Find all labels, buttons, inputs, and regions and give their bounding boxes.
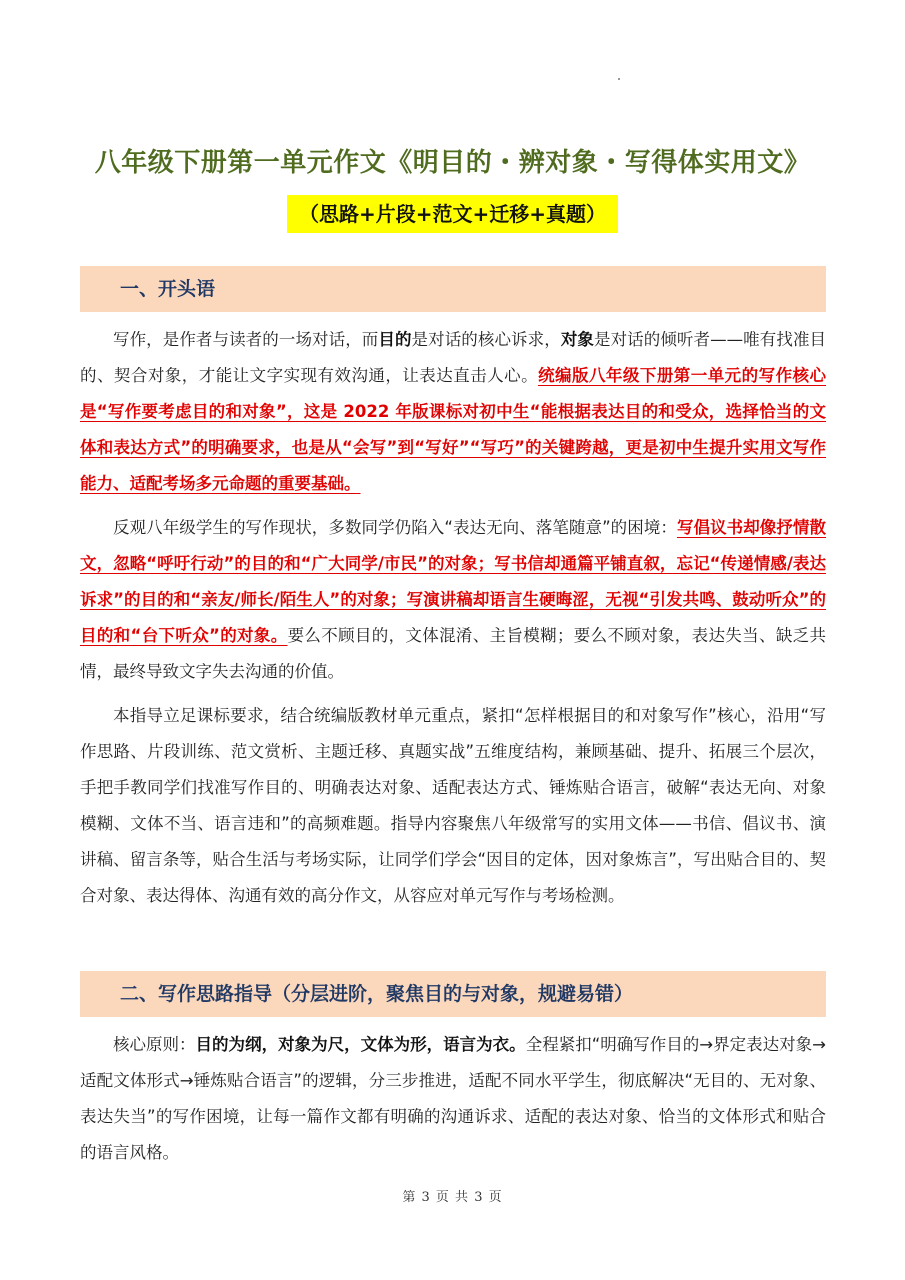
bold-term-audience: 对象: [560, 330, 594, 349]
text-run: 是对话的倾听者——唯有找准目的、契合对象，才能让文字实现有效沟通，让表达直击人心。: [80, 330, 827, 385]
document-subtitle: （思路+片段+范文+迁移+真题）: [287, 195, 618, 233]
paragraph-current-situation: [80, 510, 826, 690]
document-title: 八年级下册第一单元作文《明目的・辨对象・写得体实用文》: [94, 148, 811, 178]
highlighted-red-text: 写倡议书却像抒情散文，忽略“呼吁行动”的目的和“广大同学/市民”的对象；写书信却通篇平铺直叙，忘记“传递情感/表达诉求”的目的和“亲友/师长/陌生人”的对象；写演讲稿却语言生硬晦涩，无视“引发共鸣、鼓动听众”的目的和“台下听众”的对象。: [80, 518, 826, 645]
text-run: 是对话的核心诉求，: [411, 330, 561, 349]
text-run: 全程紧扣“明确写作目的→界定表达对象→适配文体形式→锤炼贴合语言”的逻辑，分三步推进，适配不同水平学生，彻底解决“无目的、无对象、表达失当”的写作困境，让每一篇作文都有明确的沟通诉求、适配的表达对象、恰当的文体形式和贴合的语言风格。: [80, 1035, 827, 1162]
paragraph-intro: [80, 322, 826, 502]
section-heading-opening: 一、开头语: [80, 266, 826, 312]
page-number-footer: 第 3 页 共 3 页: [402, 1190, 503, 1205]
bold-term-purpose: 目的: [378, 330, 412, 349]
scan-speck: [618, 78, 620, 80]
paragraph-core-principle: [80, 1027, 826, 1171]
paragraph-guide-overview: 本指导立足课标要求，结合统编版教材单元重点，紧扣“怎样根据目的和对象写作”核心，沿用“写作思路、片段训练、范文赏析、主题迁移、真题实战”五维度结构，兼顾基础、提升、拓展三个层次，手把手教同学们找准写作目的、明确表达对象、适配表达方式、锤炼贴合语言，破解“表达无向、对象模糊、文体不当、语言违和”的高频难题。指导内容聚焦八年级常写的实用文体——书信、倡议书、演讲稿、留言条等，贴合生活与考场实际，让同学们学会“因目的定体，因对象炼言”，写出贴合目的、契合对象、表达得体、沟通有效的高分作文，从容应对单元写作与考场检测。: [80, 706, 826, 905]
text-run: 核心原则：: [113, 1035, 196, 1054]
text-run: 写作，是作者与读者的一场对话，而: [113, 330, 379, 349]
section-heading-writing-ideas: 二、写作思路指导（分层进阶，聚焦目的与对象，规避易错）: [80, 971, 826, 1017]
text-run: 反观八年级学生的写作现状，多数同学仍陷入“表达无向、落笔随意”的困境：: [113, 518, 677, 537]
subtitle-container: [0, 195, 905, 233]
highlighted-red-text: 统编版八年级下册第一单元的写作核心是“写作要考虑目的和对象”，这是 2022 年版课标对初中生“能根据表达目的和受众，选择恰当的文体和表达方式”的明确要求，也是从“会写”到“写好”“写巧”的关键跨越，更是初中生提升实用文写作能力、适配考场多元命题的重要基础。: [80, 366, 827, 493]
text-run: 要么不顾目的，文体混淆、主旨模糊；要么不顾对象，表达失当、缺乏共情，最终导致文字失去沟通的价值。: [80, 626, 826, 681]
bold-core-principle: 目的为纲，对象为尺，文体为形，语言为衣。: [195, 1035, 526, 1054]
